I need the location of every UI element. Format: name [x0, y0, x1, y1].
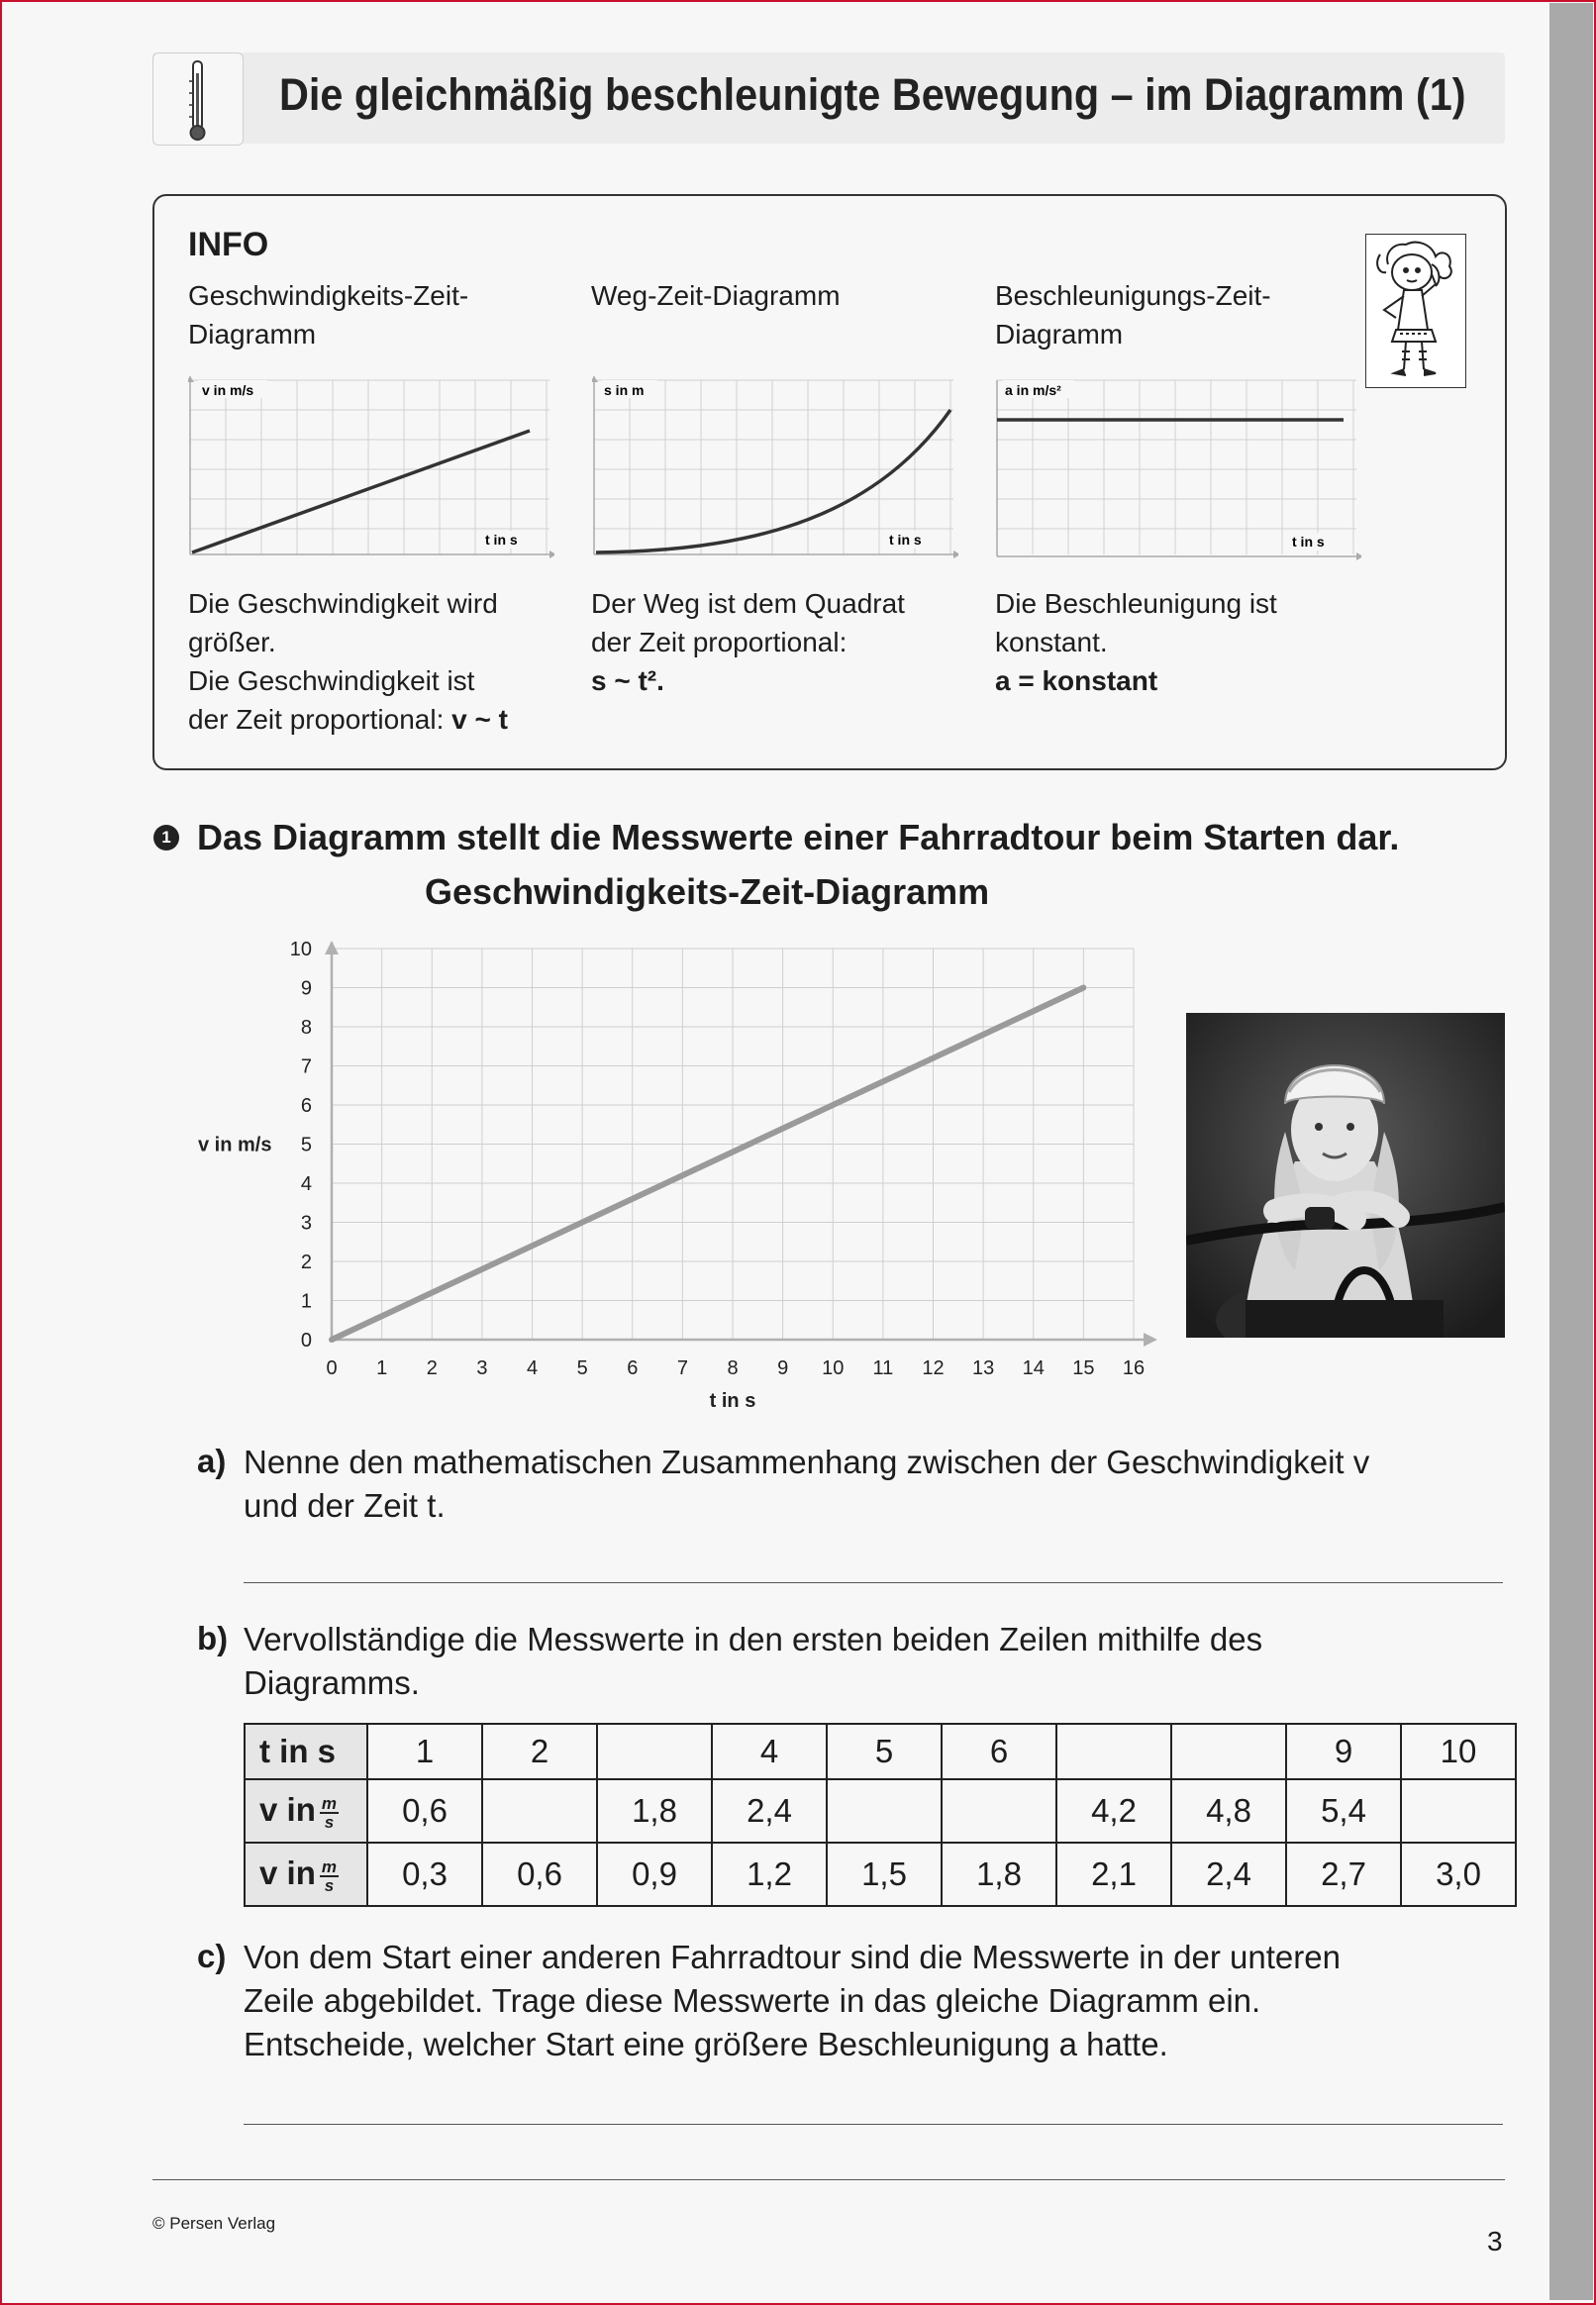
- y-tick-label: 7: [300, 1055, 312, 1078]
- question-a-text: [244, 1441, 1501, 1528]
- table-cell[interactable]: 5,4: [1286, 1779, 1401, 1843]
- x-tick-label: 16: [1122, 1357, 1146, 1379]
- y-tick-label: 5: [300, 1134, 312, 1156]
- info-col3-text: [995, 584, 1371, 700]
- unit-fraction: [320, 1858, 339, 1894]
- table-cell[interactable]: [597, 1724, 712, 1779]
- unit-fraction: [320, 1795, 339, 1831]
- unit-denominator: s: [324, 1812, 335, 1832]
- heading-line: Diagramm: [995, 319, 1124, 350]
- question-line: Diagramms.: [244, 1664, 420, 1701]
- question-line: Vervollständige die Messwerte in den ersten beiden Zeilen mithilfe des: [244, 1621, 1263, 1657]
- formula: v ~ t: [451, 704, 508, 735]
- x-tick-label: 10: [822, 1357, 845, 1379]
- y-tick-label: 8: [300, 1017, 312, 1039]
- question-a-label: a): [197, 1443, 227, 1479]
- x-tick-label: 0: [326, 1357, 338, 1379]
- question-b-label: b): [197, 1620, 229, 1656]
- question-line: Von dem Start einer anderen Fahrradtour sind die Messwerte in der unteren: [244, 1939, 1341, 1975]
- y-tick-label: 2: [300, 1252, 312, 1273]
- task-instruction: Das Diagramm stellt die Messwerte einer Fahrradtour beim Starten dar.: [197, 817, 1400, 857]
- table-cell[interactable]: 4,8: [1171, 1779, 1286, 1843]
- table-cell: 0,3: [367, 1843, 482, 1906]
- x-tick-label: 8: [727, 1357, 739, 1379]
- row-header-text: v in: [259, 1791, 316, 1829]
- formula: s ~ t².: [591, 665, 664, 696]
- table-cell[interactable]: 9: [1286, 1724, 1401, 1779]
- x-tick-label: 5: [576, 1357, 588, 1379]
- series-line: [332, 988, 1083, 1341]
- table-cell[interactable]: 1: [367, 1724, 482, 1779]
- x-tick-label: 9: [777, 1357, 789, 1379]
- answer-line-a[interactable]: [244, 1582, 1503, 1583]
- table-cell[interactable]: 4,2: [1056, 1779, 1171, 1843]
- y-tick-label: 4: [300, 1173, 312, 1195]
- table-cell[interactable]: [482, 1779, 597, 1843]
- table-row: [245, 1843, 1516, 1906]
- x-tick-label: 2: [426, 1357, 438, 1379]
- mini-y-label: a in m/s²: [1005, 382, 1061, 398]
- mini-chart-acceleration: [995, 376, 1361, 560]
- question-line: Zeile abgebildet. Trage diese Messwerte in das gleiche Diagramm ein.: [244, 1982, 1261, 2019]
- y-tick-label: 9: [300, 977, 312, 1000]
- table-cell[interactable]: [1401, 1779, 1516, 1843]
- table-cell: 3,0: [1401, 1843, 1516, 1906]
- table-cell[interactable]: [942, 1779, 1056, 1843]
- y-tick-label: 1: [300, 1290, 312, 1313]
- table-cell: 2,4: [1171, 1843, 1286, 1906]
- table-cell: 1,2: [712, 1843, 827, 1906]
- heading-line: Diagramm: [188, 319, 317, 350]
- y-tick-label: 0: [300, 1330, 312, 1352]
- formula: a = konstant: [995, 665, 1158, 696]
- table-cell: 0,9: [597, 1843, 712, 1906]
- series-line: [192, 431, 530, 552]
- info-col1-text: [188, 584, 564, 739]
- table-cell[interactable]: 6: [942, 1724, 1056, 1779]
- table-cell[interactable]: [827, 1779, 942, 1843]
- copyright: © Persen Verlag: [152, 2214, 276, 2233]
- table-cell[interactable]: 1,8: [597, 1779, 712, 1843]
- x-tick-label: 15: [1072, 1357, 1095, 1379]
- velocity-time-chart: [178, 931, 1158, 1426]
- table-cell[interactable]: 2: [482, 1724, 597, 1779]
- table-cell: 1,8: [942, 1843, 1056, 1906]
- x-axis-label: t in s: [709, 1390, 756, 1412]
- table-row: [245, 1779, 1516, 1843]
- info-col2-text: [591, 584, 967, 700]
- info-col1-heading: [188, 276, 554, 353]
- page-title: Die gleichmäßig beschleunigte Bewegung – im Diagramm (1): [279, 69, 1466, 120]
- info-col2-heading: [591, 276, 957, 315]
- question-line: Entscheide, welcher Start eine größere Beschleunigung a hatte.: [244, 2026, 1168, 2062]
- x-tick-label: 13: [972, 1357, 995, 1379]
- x-tick-label: 14: [1022, 1357, 1045, 1379]
- table-cell: 0,6: [482, 1843, 597, 1906]
- x-tick-label: 1: [376, 1357, 388, 1379]
- text-line: Die Geschwindigkeit wird: [188, 588, 498, 619]
- footer-divider: [152, 2179, 1505, 2180]
- question-b-text: [244, 1618, 1501, 1705]
- question-c-text: [244, 1936, 1501, 2066]
- task-number-badge: 1: [153, 825, 179, 851]
- x-tick-label: 6: [627, 1357, 639, 1379]
- table-cell[interactable]: 5: [827, 1724, 942, 1779]
- mini-chart-velocity: [188, 376, 554, 560]
- text-line: konstant.: [995, 627, 1108, 657]
- mini-x-label: t in s: [1292, 534, 1325, 550]
- heading-line: Weg-Zeit-Diagramm: [591, 280, 841, 311]
- text-line: Die Geschwindigkeit ist: [188, 665, 475, 696]
- mini-x-label: t in s: [889, 532, 922, 548]
- thermometer-icon: [152, 52, 244, 146]
- y-axis-label: v in m/s: [198, 1134, 272, 1156]
- heading-line: Geschwindigkeits-Zeit-: [188, 280, 469, 311]
- thinking-girl-illustration: [1365, 234, 1466, 388]
- question-line: und der Zeit t.: [244, 1487, 446, 1524]
- table-cell[interactable]: 2,4: [712, 1779, 827, 1843]
- table-cell[interactable]: 0,6: [367, 1779, 482, 1843]
- row-header-text: v in: [259, 1854, 316, 1892]
- row-header-velocity: [245, 1779, 367, 1843]
- table-cell: 1,5: [827, 1843, 942, 1906]
- row-header-velocity-2: [245, 1843, 367, 1906]
- text-line: der Zeit proportional:: [591, 627, 848, 657]
- x-tick-label: 3: [476, 1357, 488, 1379]
- y-axis-arrow: [325, 941, 339, 954]
- question-line: Nenne den mathematischen Zusammenhang zwischen der Geschwindigkeit v: [244, 1444, 1370, 1480]
- unit-numerator: m: [321, 1793, 337, 1813]
- measurement-table: [244, 1723, 1517, 1907]
- table-cell: 2,7: [1286, 1843, 1401, 1906]
- table-row: [245, 1724, 1516, 1779]
- x-tick-label: 11: [872, 1357, 894, 1379]
- unit-numerator: m: [321, 1856, 337, 1876]
- table-cell[interactable]: [1056, 1724, 1171, 1779]
- question-c-label: c): [197, 1938, 227, 1974]
- y-tick-label: 3: [300, 1212, 312, 1235]
- girl-with-bicycle-photo: [1186, 1013, 1505, 1338]
- x-tick-label: 4: [526, 1357, 539, 1379]
- x-tick-label: 7: [676, 1357, 688, 1379]
- chart-title: Geschwindigkeits-Zeit-Diagramm: [425, 871, 990, 912]
- text-line: Die Beschleunigung ist: [995, 588, 1277, 619]
- mini-y-label: v in m/s: [202, 382, 254, 398]
- text-line: Der Weg ist dem Quadrat: [591, 588, 905, 619]
- page-number: 3: [1487, 2226, 1503, 2256]
- info-col3-heading: [995, 276, 1361, 353]
- page-edge-bar: [1549, 3, 1593, 2300]
- heading-line: Beschleunigungs-Zeit-: [995, 280, 1271, 311]
- answer-line-c[interactable]: [244, 2124, 1503, 2125]
- info-title: INFO: [188, 226, 269, 263]
- text-line: der Zeit proportional:: [188, 704, 445, 735]
- table-cell[interactable]: 10: [1401, 1724, 1516, 1779]
- text-line: größer.: [188, 627, 276, 657]
- mini-x-label: t in s: [485, 532, 518, 548]
- x-tick-label: 12: [922, 1357, 945, 1379]
- unit-denominator: s: [324, 1875, 335, 1895]
- table-cell[interactable]: 4: [712, 1724, 827, 1779]
- table-cell: 2,1: [1056, 1843, 1171, 1906]
- row-header-time: t in s: [245, 1724, 367, 1779]
- table-cell[interactable]: [1171, 1724, 1286, 1779]
- y-tick-label: 6: [300, 1095, 312, 1117]
- mini-y-label: s in m: [604, 382, 645, 398]
- y-tick-label: 10: [289, 939, 312, 960]
- mini-chart-distance: [592, 376, 958, 560]
- x-axis-arrow: [1144, 1333, 1157, 1347]
